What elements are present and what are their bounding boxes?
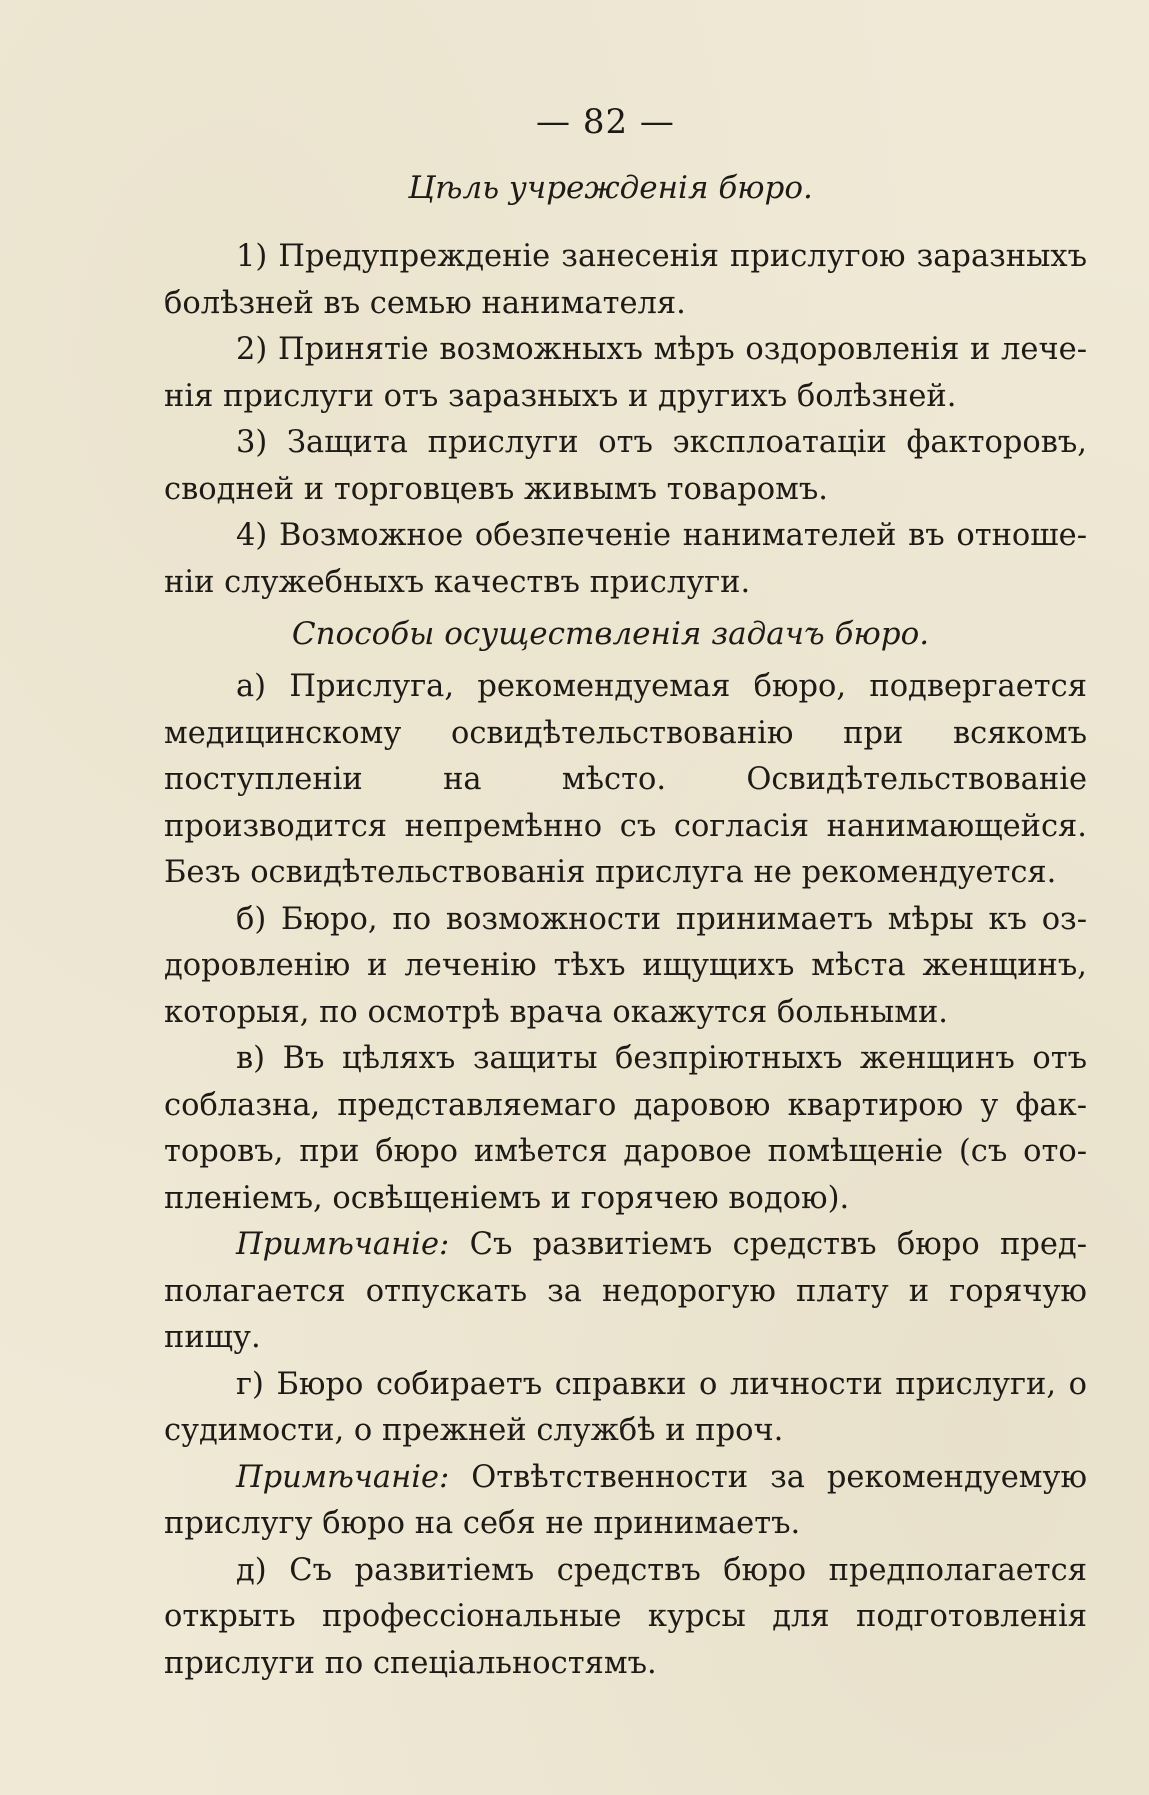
note-title: Примѣчаніе:	[236, 1227, 450, 1262]
method-paragraph-a: а) Прислуга, рекомендуемая бюро, подвергается медицинскому освидѣтельствованію при всякомъ поступленіи на мѣсто. Освидѣтельствованіе производится непремѣнно съ согласія нанимающейся. Безъ освидѣтельствованія прислуга не рекомендуется.	[164, 669, 1087, 890]
section-heading-methods: Способы осуществленія задачъ бюро.	[291, 616, 930, 652]
method-paragraph-d: д) Съ развитіемъ средствъ бюро предполагается открыть профессіональные курсы для подготовленія прислуги по спеціальностямъ.	[164, 1552, 1087, 1681]
method-paragraph-g: г) Бюро собираетъ справки о личности прислуги, о судимости, о прежней службѣ и проч.	[164, 1366, 1087, 1448]
note-paragraph-2	[164, 1455, 1087, 1548]
note-paragraph-1	[164, 1222, 1087, 1362]
goal-item-1: 1) Предупрежденіе занесенія прислугою заразныхъ болѣзней въ семью нанимателя.	[164, 239, 1087, 321]
method-paragraph-v: в) Въ цѣляхъ защиты безпріютныхъ женщинъ отъ соблазна, представляемаго даровою квартирою у факторовъ, при бюро имѣется даровое помѣщеніе (съ отопленіемъ, освѣщеніемъ и горячею водою).	[164, 1041, 1087, 1216]
method-paragraph-b: б) Бюро, по возможности принимаетъ мѣры къ оздоровленію и леченію тѣхъ ищущихъ мѣста женщинъ, которыя, по осмотрѣ врача окажутся больными.	[164, 901, 1087, 1030]
goal-item-4: 4) Возможное обезпеченіе нанимателей въ отношеніи служебныхъ качествъ прислуги.	[164, 518, 1087, 600]
goal-item-3: 3) Защита прислуги отъ эксплоатаціи факторовъ, сводней и торговцевъ живымъ товаромъ.	[164, 425, 1087, 507]
page-number: — 82 —	[536, 102, 675, 142]
section-heading-goals: Цѣль учрежденія бюро.	[408, 170, 813, 206]
note-text: Отвѣтственности за рекомендуемую прислугу бюро на себя не принимаетъ.	[164, 1459, 1087, 1541]
goal-item-2: 2) Принятіе возможныхъ мѣръ оздоровленія и леченія прислуги отъ заразныхъ и другихъ болѣзней.	[164, 332, 1087, 414]
note-text: Съ развитіемъ средствъ бюро предполагается отпускать за недорогую плату и горячую пищу.	[164, 1227, 1087, 1355]
note-title: Примѣчаніе:	[236, 1459, 450, 1495]
